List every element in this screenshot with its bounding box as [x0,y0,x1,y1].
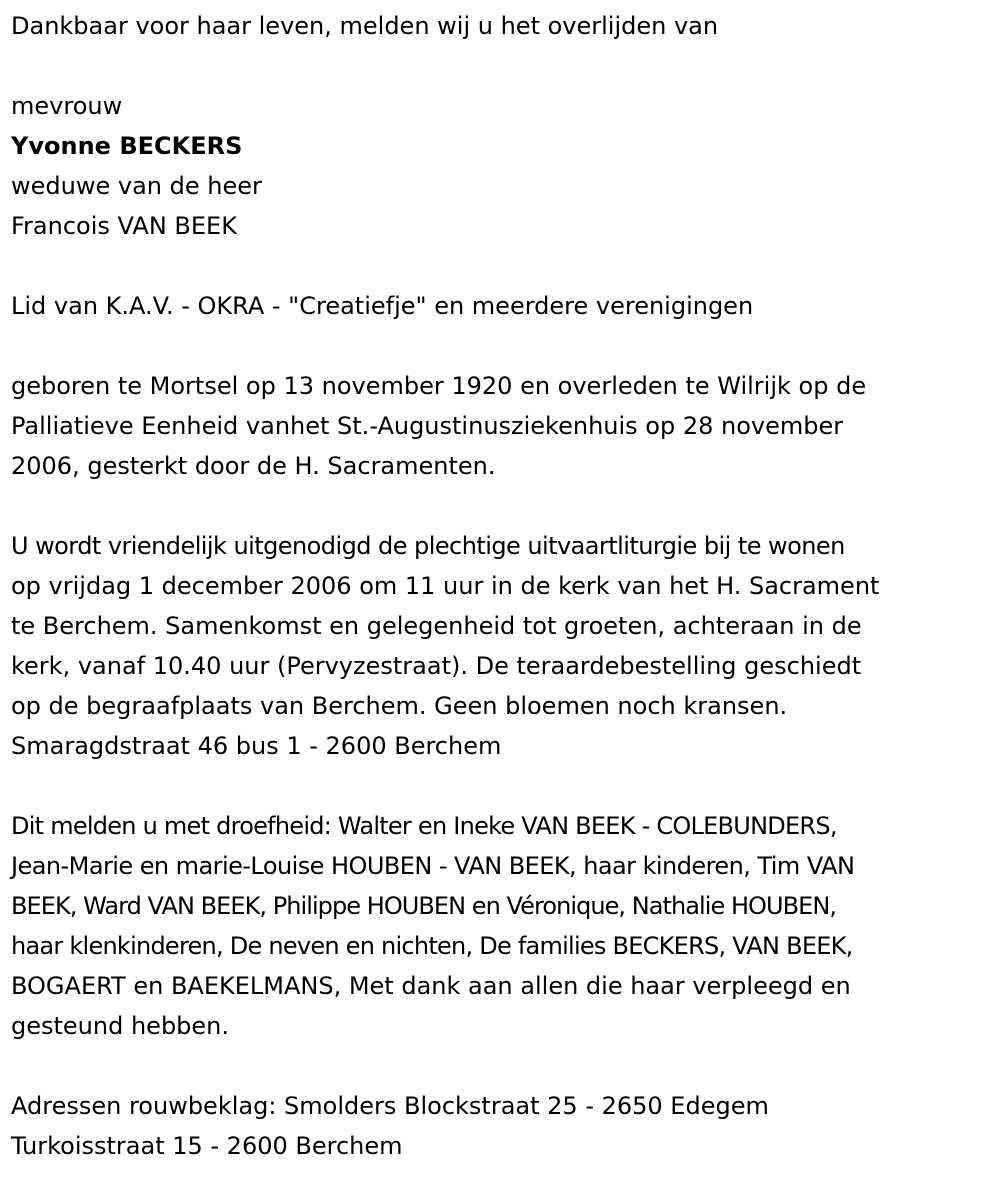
condolence-address-line: Adressen rouwbeklag: Smolders Blockstraat 25 - 2650 Edegem [11,1092,769,1120]
funeral-line: te Berchem. Samenkomst en gelegenheid tot groeten, achteraan in de [11,612,862,640]
birth-death-line: geboren te Mortsel op 13 november 1920 en overleden te Wilrijk op de [11,372,867,400]
relation-text: weduwe van de heer [11,172,262,200]
birth-death-paragraph [11,366,1000,486]
spacer [11,486,1000,526]
funeral-line: op de begraafplaats van Berchem. Geen bloemen noch kransen. [11,692,788,720]
spacer [11,246,1000,286]
spouse-name: Francois VAN BEEK [11,212,237,240]
spacer [11,1046,1000,1086]
mourners-line: haar klenkinderen, De neven en nichten, De families BECKERS, VAN BEEK, [11,932,853,960]
mourners-line: gesteund hebben. [11,1012,230,1040]
mourners-line: Jean-Marie en marie-Louise HOUBEN - VAN BEEK, haar kinderen, Tim VAN [11,852,855,880]
mourners-paragraph [11,806,1000,1046]
birth-death-line: Palliatieve Eenheid vanhet St.-Augustinusziekenhuis op 28 november [11,412,844,440]
funeral-line: op vrijdag 1 december 2006 om 11 uur in de kerk van het H. Sacrament [11,572,880,600]
funeral-paragraph [11,526,1000,766]
funeral-line: U wordt vriendelijk uitgenodigd de plechtige uitvaartliturgie bij te wonen [11,532,845,560]
spacer [11,326,1000,366]
mourners-line: Dit melden u met droefheid: Walter en Ineke VAN BEEK - COLEBUNDERS, [11,812,837,840]
mourners-line: BEEK, Ward VAN BEEK, Philippe HOUBEN en Véronique, Nathalie HOUBEN, [11,892,837,920]
condolence-addresses [11,1086,1000,1166]
condolence-address-line: Turkoisstraat 15 - 2600 Berchem [11,1132,403,1160]
deceased-name: Yvonne BECKERS [11,132,243,160]
birth-death-line: 2006, gesterkt door de H. Sacramenten. [11,452,496,480]
funeral-line: kerk, vanaf 10.40 uur (Pervyzestraat). De teraardebestelling geschiedt [11,652,862,680]
title-prefix: mevrouw [11,92,123,120]
spacer [11,766,1000,806]
funeral-address: Smaragdstraat 46 bus 1 - 2600 Berchem [11,732,502,760]
spacer [11,46,1000,86]
membership-text: Lid van K.A.V. - OKRA - "Creatiefje" en meerdere verenigingen [11,292,754,320]
intro-text: Dankbaar voor haar leven, melden wij u het overlijden van [11,12,719,40]
mourners-line: BOGAERT en BAEKELMANS, Met dank aan allen die haar verpleegd en [11,972,851,1000]
